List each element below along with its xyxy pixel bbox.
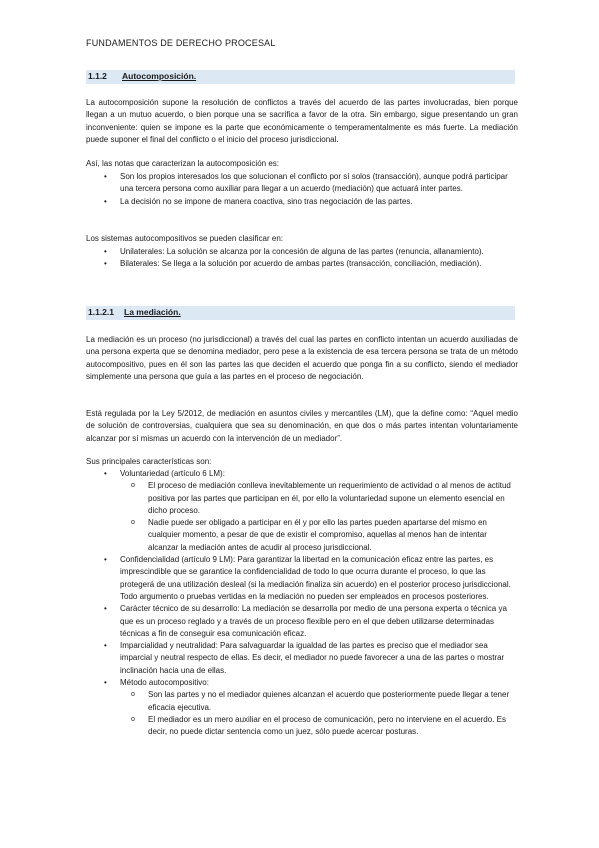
- list-item-text: Imparcialidad y neutralidad: Para salvaguardar la igualdad de las partes es preciso que el mediador sea imparcial y neutral respecto de ellas. Es decir, el mediador no puede favorecer a una de las partes o mostrar inclinación hacia una de ellas.: [120, 641, 505, 675]
- sub-list: [120, 689, 518, 738]
- paragraph-mediacion: La mediación es un proceso (no jurisdiccional) a través del cual las partes en conflicto intentan un acuerdo auxiliadas de una persona experta que se denomina mediador, pero pese a la existencia de esa tercera persona se trata de un método autocompositivo, pues en él son las partes las que deciden el acuerdo que ponga fin a su conflicto, siendo el mediador simplemente una persona que guía a las partes en el proceso de negociación.: [86, 335, 518, 381]
- bullet-icon: •: [104, 641, 107, 651]
- list-item: [86, 640, 518, 677]
- sub-list-item-text: Son las partes y no el mediador quienes alcanzan el acuerdo que posteriormente puede llegar a tener eficacia ejecutiva.: [148, 690, 510, 712]
- circle-bullet-icon: o: [131, 715, 135, 723]
- section-heading-mediacion: [86, 306, 515, 320]
- sub-list-item-text: Nadie puede ser obligado a participar en él y por ello las partes pueden apartarse del mismo en cualquier momento, a pesar de que de existir el compromiso, aquellas al menos han de intentar alcanzar la mediación antes de acudir al proceso jurisdiccional.: [148, 518, 487, 552]
- bullet-icon: •: [104, 196, 107, 206]
- list-item-text: Método autocompositivo:: [120, 678, 209, 688]
- paragraph-notas: Así, las notas que caracterizan la autocomposición es:: [86, 159, 279, 168]
- list-item-text: Son los propios interesados los que solucionan el conflicto por sí solos (transacción), aunque podrá participar una tercera persona como auxiliar para llegar a un acuerdo (mediación) que actuará inter partes.: [120, 172, 508, 194]
- bullet-icon: •: [104, 172, 107, 181]
- list-item-text: Voluntariedad (artículo 6 LM):: [120, 469, 225, 478]
- bullet-icon: •: [104, 678, 107, 688]
- sub-list-item-text: El proceso de mediación conlleva inevitablemente un requerimiento de actividad o al menos de actitud positiva por las partes que participan en él, por ello la voluntariedad supone un elemento esencial en dicho proceso.: [148, 481, 511, 515]
- bullet-icon: •: [104, 555, 107, 565]
- circle-bullet-icon: o: [131, 482, 135, 490]
- list-item: [86, 677, 518, 738]
- sub-list-item: [120, 517, 518, 554]
- paragraph-sistemas: Los sistemas autocompositivos se pueden clasificar en:: [86, 234, 283, 243]
- sub-list-item: [120, 480, 518, 517]
- list-item: [86, 258, 518, 270]
- bullet-icon: •: [104, 469, 107, 478]
- circle-bullet-icon: o: [131, 519, 135, 527]
- list-item: [86, 246, 518, 258]
- list-item: [86, 603, 518, 640]
- paragraph-caracteristicas: Sus principales características son:: [86, 457, 212, 466]
- list-item: [86, 554, 518, 603]
- circle-bullet-icon: o: [131, 691, 135, 699]
- section-title: Autocomposición.: [122, 71, 197, 81]
- section-number: 1.1.2: [88, 71, 107, 81]
- characteristics-list: [86, 468, 518, 739]
- sub-list-item: [120, 689, 518, 714]
- bullet-icon: •: [104, 604, 107, 614]
- list-item: [86, 468, 518, 554]
- page-header: FUNDAMENTOS DE DERECHO PROCESAL: [86, 38, 276, 48]
- section-number: 1.1.2.1: [88, 307, 114, 317]
- sub-list: [120, 480, 518, 554]
- paragraph-ley: Está regulada por la Ley 5/2012, de mediación en asuntos civiles y mercantiles (LM), que la define como: “Aquel medio de solución de controversias, cualquiera que sea su denominación, en que dos o más partes intentan voluntariamente alcanzar por sí mismas un acuerdo con la intervención de un mediador”.: [86, 409, 518, 443]
- list-item: [86, 196, 518, 208]
- section-heading-autocomposicion: [86, 70, 515, 84]
- section-title: La mediación.: [124, 307, 181, 317]
- notes-list: [86, 171, 518, 208]
- list-item-text: Bilaterales: Se llega a la solución por acuerdo de ambas partes (transacción, conciliación, mediación).: [120, 259, 482, 269]
- bullet-icon: •: [104, 259, 107, 269]
- sub-list-item-text: El mediador es un mero auxiliar en el proceso de comunicación, pero no interviene en el acuerdo. Es decir, no puede dictar sentencia como un juez, sólo puede acercar posturas.: [148, 714, 506, 737]
- list-item-text: Confidencialidad (artículo 9 LM): Para garantizar la libertad en la comunicación eficaz entre las partes, es imprescindible que se garantice la confidencialidad de todo lo que ocurra durante el proceso, lo que las protegerá de una utilización desleal (si la mediación finaliza sin acuerdo) en el posterior proceso jurisdiccional. Todo argumento o pruebas vertidas en la mediación no pueden ser empleados en procesos posteriores.: [120, 555, 511, 601]
- list-item-text: La decisión no se impone de manera coactiva, sino tras negociación de las partes.: [120, 196, 413, 206]
- list-item-text: Unilaterales: La solución se alcanza por la concesión de alguna de las partes (renuncia, allanamiento).: [120, 247, 484, 256]
- paragraph-intro: La autocomposición supone la resolución de conflictos a través del acuerdo de las partes involucradas, bien porque llegan a un mutuo acuerdo, o bien porque una se sacrifica a favor de la otra. Sin embargo, sigue presentando un gran inconveniente: quien se impone es la parte que económicamente o temperamentalmente es más fuerte. La mediación puede suponer el final del conflicto o el inicio del proceso jurisdiccional.: [86, 98, 518, 144]
- list-item: [86, 171, 518, 196]
- systems-list: [86, 246, 518, 271]
- sub-list-item: [120, 714, 518, 739]
- list-item-text: Carácter técnico de su desarrollo: La mediación se desarrolla por medio de una persona experta o técnica ya que es un proceso reglado y a través de un proceso flexible pero en el que deben utilizarse determinadas técnicas a fin de conseguir esa comunicación eficaz.: [120, 604, 507, 638]
- bullet-icon: •: [104, 247, 107, 256]
